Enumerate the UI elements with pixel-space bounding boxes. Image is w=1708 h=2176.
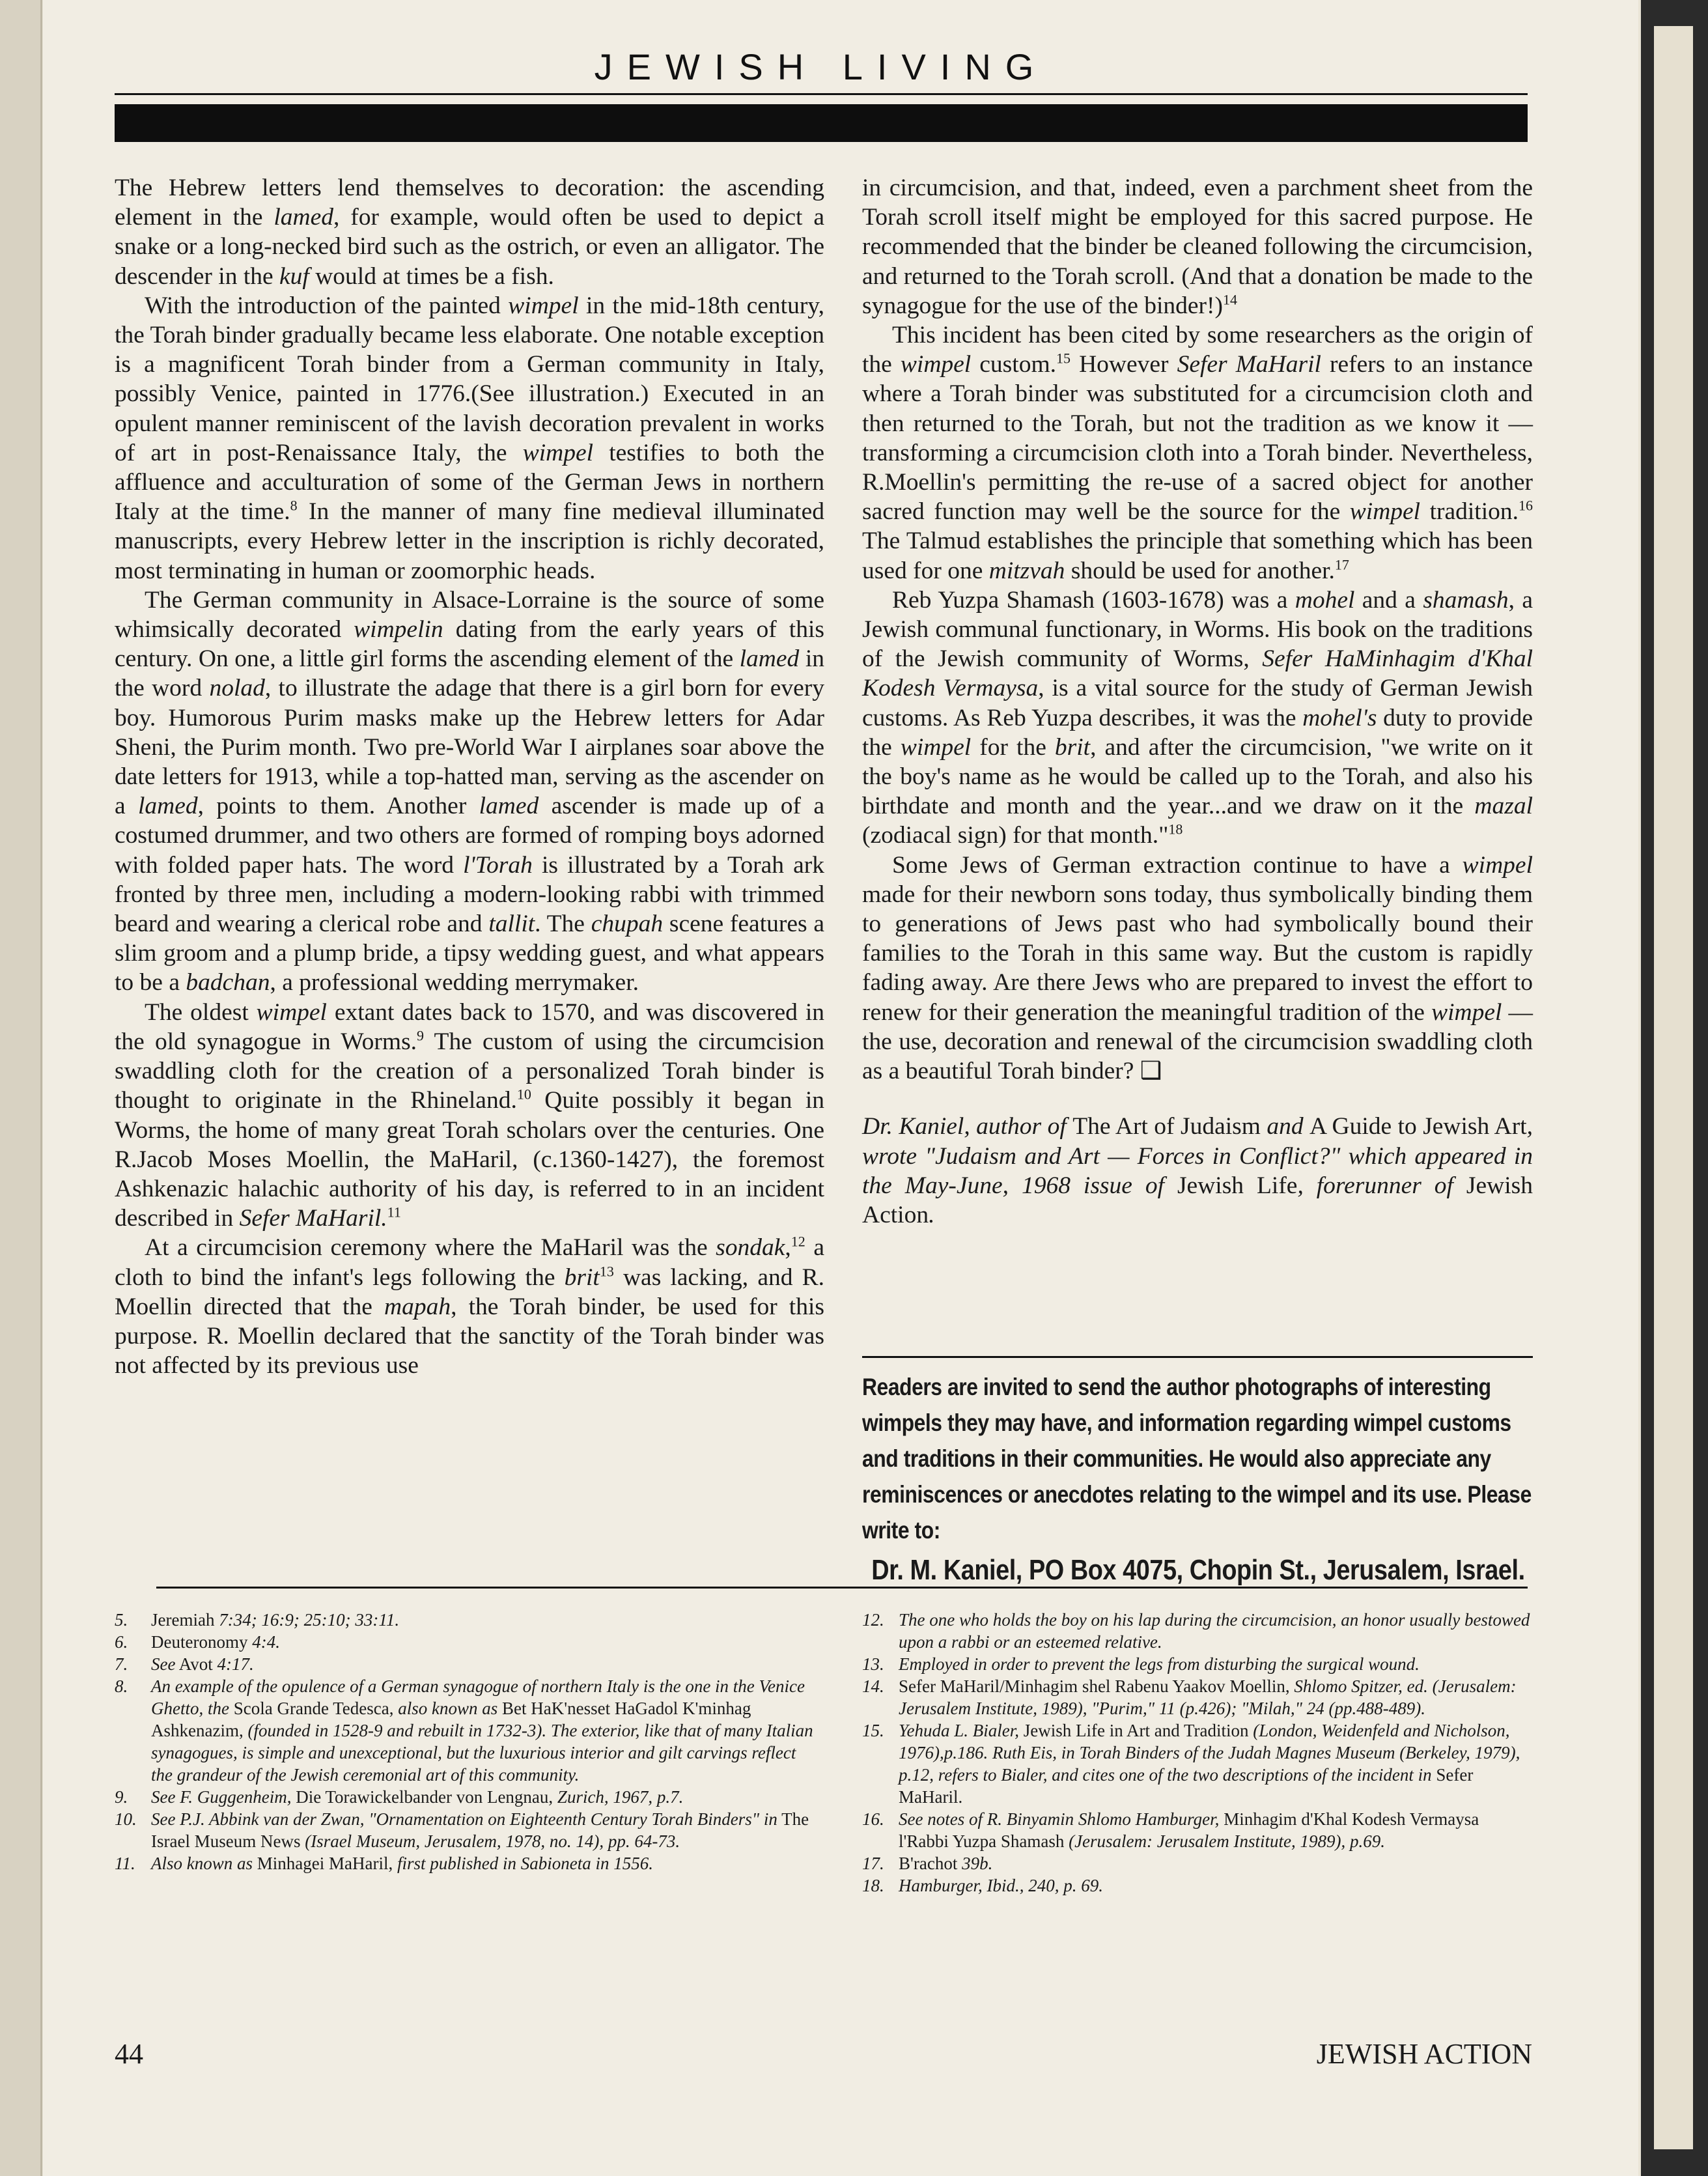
footnote-item (862, 1653, 1533, 1675)
footnote-text: Sefer MaHaril/Minhagim shel Rabenu Yaakov Moellin, Shlomo Spitzer, ed. (Jerusalem: Jerusalem Institute, 1989), "Purim," 11 (p.426); "Milah," 24 (pp.488-489). (899, 1676, 1517, 1718)
footnote-item (862, 1675, 1533, 1719)
footnote-text: An example of the opulence of a German synagogue of northern Italy is the one in the Venice Ghetto, the Scola Grande Tedesca, also known as Bet HaK'nesset HaGadol K'minhag Ashkenazim, (founded in 1528-9 and rebuilt in 1732-3). The exterior, like that of many Italian synagogues, is simple and unexceptional, but the luxurious interior and gilt carvings reflect the grandeur of the Jewish ceremonial art of this community. (151, 1676, 813, 1785)
footnote-item (862, 1719, 1533, 1808)
footnote-text: Employed in order to prevent the legs from disturbing the surgical wound. (899, 1654, 1420, 1674)
adjacent-page-strip (1654, 26, 1693, 2149)
footnote-item (115, 1852, 818, 1874)
footnotes-right (862, 1609, 1533, 1897)
footnote-item (115, 1653, 818, 1675)
header-rule (115, 93, 1528, 95)
footnote-text: The one who holds the boy on his lap during the circumcision, an honor usually bestowed upon a rabbi or an esteemed relative. (899, 1610, 1530, 1652)
footnote-number: 8. (115, 1676, 128, 1696)
article-paragraph: Reb Yuzpa Shamash (1603-1678) was a mohel and a shamash, a Jewish communal functionary, in Worms. His book on the traditions of the Jewish community of Worms, Sefer HaMinhagim d'Khal Kodesh Vermaysa, is a vital source for the study of German Jewish customs. As Reb Yuzpa describes, it was the mohel's duty to provide the wimpel for the brit, and after the circumcision, "we write on it the boy's name as he would be called up to the Torah, and also his birthdate and month and the year...and we draw on it the mazal (zodiacal sign) for that month."$^{18}$ (862, 586, 1533, 849)
article-column-left (115, 173, 824, 1380)
author-bio-note: Dr. Kaniel, author of The Art of Judaism and A Guide to Jewish Art, wrote "Judaism and Art — Forces in Conflict?" which appeared in the May-June, 1968 issue of Jewish Life, forerunner of Jewish Action. (862, 1113, 1533, 1228)
article-column-right (862, 173, 1533, 1230)
article-paragraph: The German community in Alsace-Lorraine is the source of some whimsically decorated wimpelin dating from the early years of this century. On one, a little girl forms the ascending element of the lamed in the word nolad, to illustrate the adage that there is a girl born for every boy. Humorous Purim masks make up the Hebrew letters for Adar Sheni, the Purim month. Two pre-World War I airplanes soar above the date letters for 1913, while a top-hatted man, serving as the ascender on a lamed, points to them. Another lamed ascender is made up of a costumed drummer, and two others are formed of romping boys adorned with folded paper hats. The word l'Torah is illustrated by a Torah ark fronted by three men, including a modern-looking rabbi with trimmed beard and wearing a clerical robe and tallit. The chupah scene features a slim groom and a plump bride, a tipsy wedding guest, and what appears to be a badchan, a professional wedding merrymaker. (115, 586, 825, 996)
footnote-text: Yehuda L. Bialer, Jewish Life in Art and Tradition (London, Weidenfeld and Nicholson, 1976),p.186. Ruth Eis, in Torah Binders of the Judah Magnes Museum (Berkeley, 1979), p.12, refers to Bialer, and cites one of the two descriptions of the incident in Sefer MaHaril. (899, 1721, 1520, 1807)
footnote-number: 18. (862, 1876, 884, 1895)
footnote-number: 15. (862, 1721, 884, 1740)
footnote-number: 14. (862, 1676, 884, 1696)
footnote-number: 5. (115, 1610, 128, 1630)
footnote-number: 16. (862, 1809, 884, 1829)
header-black-bar (115, 104, 1528, 142)
footnote-number: 9. (115, 1787, 128, 1807)
footnote-item (862, 1808, 1533, 1852)
footnote-number: 12. (862, 1610, 884, 1630)
footnote-text: B'rachot 39b. (899, 1854, 993, 1873)
footnote-text: See F. Guggenheim, Die Torawickelbander von Lengnau, Zurich, 1967, p.7. (151, 1787, 684, 1807)
footnote-item (115, 1631, 818, 1653)
footnote-text: See notes of R. Binyamin Shlomo Hamburger, Minhagim d'Khal Kodesh Vermaysa l'Rabbi Yuzpa Shamash (Jerusalem: Jerusalem Institute, 1989), p.69. (899, 1809, 1479, 1851)
footnote-item (115, 1609, 818, 1631)
readers-invitation-text: Readers are invited to send the author photographs of interesting wimpels they may have, and information regarding wimpel customs and traditions in their communities. He would also appreciate any reminiscences or anecdotes relating to the wimpel and its use. Please write to: (862, 1374, 1532, 1544)
author-address: Dr. M. Kaniel, PO Box 4075, Chopin St., Jerusalem, Israel. (871, 1554, 1525, 1586)
article-paragraph: in circumcision, and that, indeed, even a parchment sheet from the Torah scroll itself might be employed for this sacred purpose. He recommended that the binder be cleaned following the circumcision, and returned to the Torah scroll. (And that a donation be made to the synagogue for the use of the binder!)$^{14}$ (862, 175, 1533, 319)
section-header: JEWISH LIVING (594, 46, 1048, 87)
footnote-item (862, 1609, 1533, 1653)
page-binding-edge (0, 0, 42, 2176)
footnote-text: Jeremiah 7:34; 16:9; 25:10; 33:11. (151, 1610, 400, 1630)
footnote-text: See Avot 4:17. (151, 1654, 254, 1674)
article-paragraph: With the introduction of the painted wimpel in the mid-18th century, the Torah binder gradually became less elaborate. One notable exception is a magnificent Torah binder from a German community in Italy, possibly Venice, painted in 1776.(See illustration.) Executed in an opulent manner reminiscent of the lavish decoration prevalent in works of art in post-Renaissance Italy, the wimpel testifies to both the affluence and acculturation of some of the German Jews in northern Italy at the time.$^8$ In the manner of many fine medieval illuminated manuscripts, every Hebrew letter in the inscription is richly decorated, most terminating in human or zoomorphic heads. (115, 292, 824, 584)
footnote-item (862, 1852, 1533, 1874)
page-number: 44 (115, 2038, 143, 2070)
footnote-item (115, 1786, 818, 1808)
article-paragraph: The oldest wimpel extant dates back to 1570, and was discovered in the old synagogue in Worms.$^9$ The custom of using the circumcision swaddling cloth for the creation of a personalized Torah binder is thought to originate in the Rhineland.$^{10}$ Quite possibly it began in Worms, the home of many great Torah scholars over the centuries. One R.Jacob Moses Moellin, the MaHaril, (c.1360-1427), the foremost Ashkenazic halachic authority of his day, is referred to in an incident described in Sefer MaHaril.$^{11}$ (115, 998, 825, 1232)
footnote-number: 6. (115, 1632, 128, 1652)
article-paragraph: This incident has been cited by some researchers as the origin of the wimpel custom.$^{15}$ However Sefer MaHaril refers to an instance where a Torah binder was substituted for a circumcision cloth and then returned to the Torah, but not the tradition as we know it — transforming a circumcision cloth into a Torah binder. Nevertheless, R.Moellin's permitting the re-use of a sacred object for another sacred function may well be the source for the wimpel tradition.$^{16}$ The Talmud establishes the principle that something which has been used for one mitzvah should be used for another.$^{17}$ (862, 322, 1533, 584)
footnote-item (862, 1874, 1533, 1897)
publication-name: JEWISH ACTION (1316, 2038, 1532, 2070)
footnote-number: 7. (115, 1654, 128, 1674)
footnotes-rule (156, 1587, 1528, 1589)
footnote-number: 11. (115, 1854, 135, 1873)
footnote-text: Also known as Minhagei MaHaril, first published in Sabioneta in 1556. (151, 1854, 653, 1873)
readers-box-rule (862, 1356, 1533, 1358)
footnote-number: 10. (115, 1809, 137, 1829)
footnote-number: 13. (862, 1654, 884, 1674)
article-paragraph: The Hebrew letters lend themselves to decoration: the ascending element in the lamed, for example, would often be used to depict a snake or a long-necked bird such as the ostrich, or even an alligator. The descender in the kuf would at times be a fish. (115, 175, 824, 290)
readers-invitation-box (862, 1369, 1534, 1588)
footnote-text: See P.J. Abbink van der Zwan, "Ornamentation on Eighteenth Century Torah Binders" in The Israel Museum News (Israel Museum, Jerusalem, 1978, no. 14), pp. 64-73. (151, 1809, 809, 1851)
article-paragraph: At a circumcision ceremony where the MaHaril was the sondak,$^{12}$ a cloth to bind the infant's legs following the brit$^{13}$ was lacking, and R. Moellin directed that the mapah, the Torah binder, be used for this purpose. R. Moellin declared that the sanctity of the Torah binder was not affected by its previous use (115, 1233, 824, 1379)
footnotes-left (115, 1609, 818, 1874)
footnote-item (115, 1675, 818, 1786)
footnote-number: 17. (862, 1854, 884, 1873)
footnote-item (115, 1808, 818, 1852)
footnote-text: Deuteronomy 4:4. (151, 1632, 280, 1652)
footnote-text: Hamburger, Ibid., 240, p. 69. (899, 1876, 1103, 1895)
article-paragraph: Some Jews of German extraction continue to have a wimpel made for their newborn sons today, thus symbolically binding them to generations of Jews past who had symbolically bound their families to the Torah in this same way. But the custom is rapidly fading away. Are there Jews who are prepared to invest the effort to renew for their generation the meaningful tradition of the wimpel — the use, decoration and renewal of the circumcision swaddling cloth as a beautiful Torah binder? ❑ (862, 851, 1533, 1085)
